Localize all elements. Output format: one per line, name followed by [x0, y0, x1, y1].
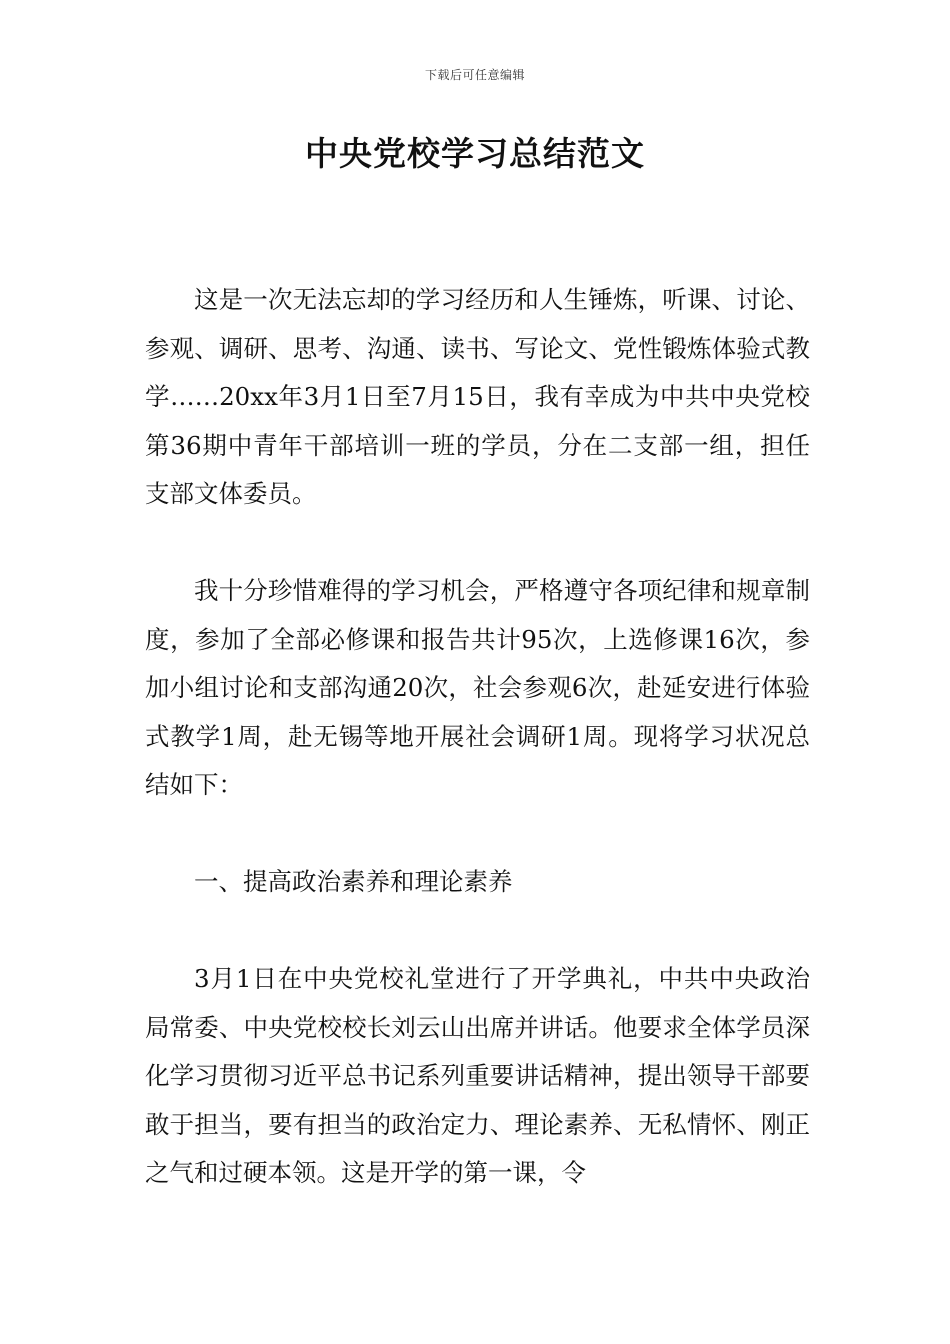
paragraph-intro: 这是一次无法忘却的学习经历和人生锤炼，听课、讨论、参观、调研、思考、沟通、读书、写论文、党性锻炼体验式教学……20xx年3月1日至7月15日，我有幸成为中共中央党校第36期中青年干部培训一班的学员，分在二支部一组，担任支部文体委员。: [145, 285, 810, 508]
document-title: 中央党校学习总结范文: [305, 134, 645, 173]
paragraph-opening-ceremony: 3月1日在中央党校礼堂进行了开学典礼，中共中央政治局常委、中央党校校长刘云山出席并讲话。他要求全体学员深化学习贯彻习近平总书记系列重要讲话精神，提出领导干部要敢于担当，要有担当的政治定力、理论素养、无私情怀、刚正之气和过硬本领。这是开学的第一课，令: [145, 964, 810, 1187]
section-heading-1: 一、提高政治素养和理论素养: [194, 867, 513, 896]
document-body: [145, 276, 810, 1198]
paragraph-summary: 我十分珍惜难得的学习机会，严格遵守各项纪律和规章制度，参加了全部必修课和报告共计95次，上选修课16次，参加小组讨论和支部沟通20次，社会参观6次，赴延安进行体验式教学1周，赴无锡等地开展社会调研1周。现将学习状况总结如下：: [145, 576, 810, 799]
header-note: 下载后可任意编辑: [424, 68, 525, 82]
